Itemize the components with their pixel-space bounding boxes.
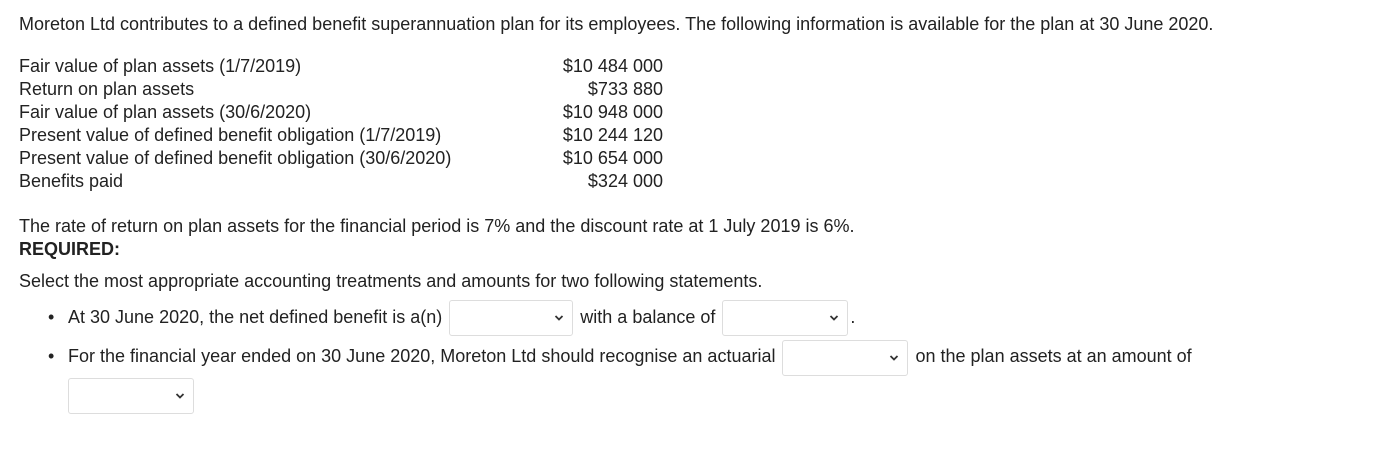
q1-end: .: [850, 307, 856, 327]
row-label: Return on plan assets: [19, 79, 195, 99]
question-body: [19, 13, 1341, 414]
row-label: Present value of defined benefit obligation (1/7/2019): [19, 125, 442, 145]
bullet: •: [48, 307, 55, 327]
question-item-2: [19, 337, 1341, 414]
required-heading: REQUIRED:: [19, 239, 121, 259]
q2-text-part2: on the plan assets at an amount of: [915, 346, 1192, 367]
q1-text-part1: At 30 June 2020, the net defined benefit is a(n): [68, 307, 443, 327]
row-value: $733 880: [587, 79, 663, 99]
rate-text: The rate of return on plan assets for the financial period is 7% and the discount rate at 1 July 2019 is 6%.: [19, 216, 855, 236]
row-value: $10 948 000: [562, 102, 663, 122]
table-row: [19, 170, 663, 193]
row-value: $324 000: [587, 171, 663, 191]
bullet: •: [48, 346, 55, 367]
q2-type-dropdown[interactable]: [782, 340, 908, 376]
row-value: $10 484 000: [562, 56, 663, 76]
row-label: Fair value of plan assets (30/6/2020): [19, 102, 312, 122]
table-row: [19, 124, 663, 147]
row-label: Present value of defined benefit obligation (30/6/2020): [19, 148, 452, 168]
chevron-down-icon: [175, 391, 185, 401]
q2-text-part1: For the financial year ended on 30 June 2020, Moreton Ltd should recognise an actuarial: [68, 346, 776, 367]
table-row: [19, 147, 663, 170]
chevron-down-icon: [554, 313, 564, 323]
q1-text-part2: with a balance of: [580, 307, 716, 327]
table-row: [19, 55, 663, 78]
table-row: [19, 78, 663, 101]
question-list: [19, 298, 1341, 414]
chevron-down-icon: [889, 353, 899, 363]
row-value: $10 654 000: [562, 148, 663, 168]
plan-data-table: [19, 55, 663, 193]
question-item-1: [19, 298, 1341, 336]
row-label: Fair value of plan assets (1/7/2019): [19, 56, 302, 76]
instruction-text: Select the most appropriate accounting treatments and amounts for two following statements.: [19, 271, 763, 291]
row-label: Benefits paid: [19, 171, 124, 191]
intro-text: Moreton Ltd contributes to a defined benefit superannuation plan for its employees. The following information is available for the plan at 30 June 2020.: [19, 14, 1214, 34]
q1-type-dropdown[interactable]: [449, 300, 573, 336]
row-value: $10 244 120: [562, 125, 663, 145]
q2-amount-dropdown[interactable]: [68, 378, 194, 414]
q1-balance-dropdown[interactable]: [722, 300, 848, 336]
table-row: [19, 101, 663, 124]
chevron-down-icon: [829, 313, 839, 323]
